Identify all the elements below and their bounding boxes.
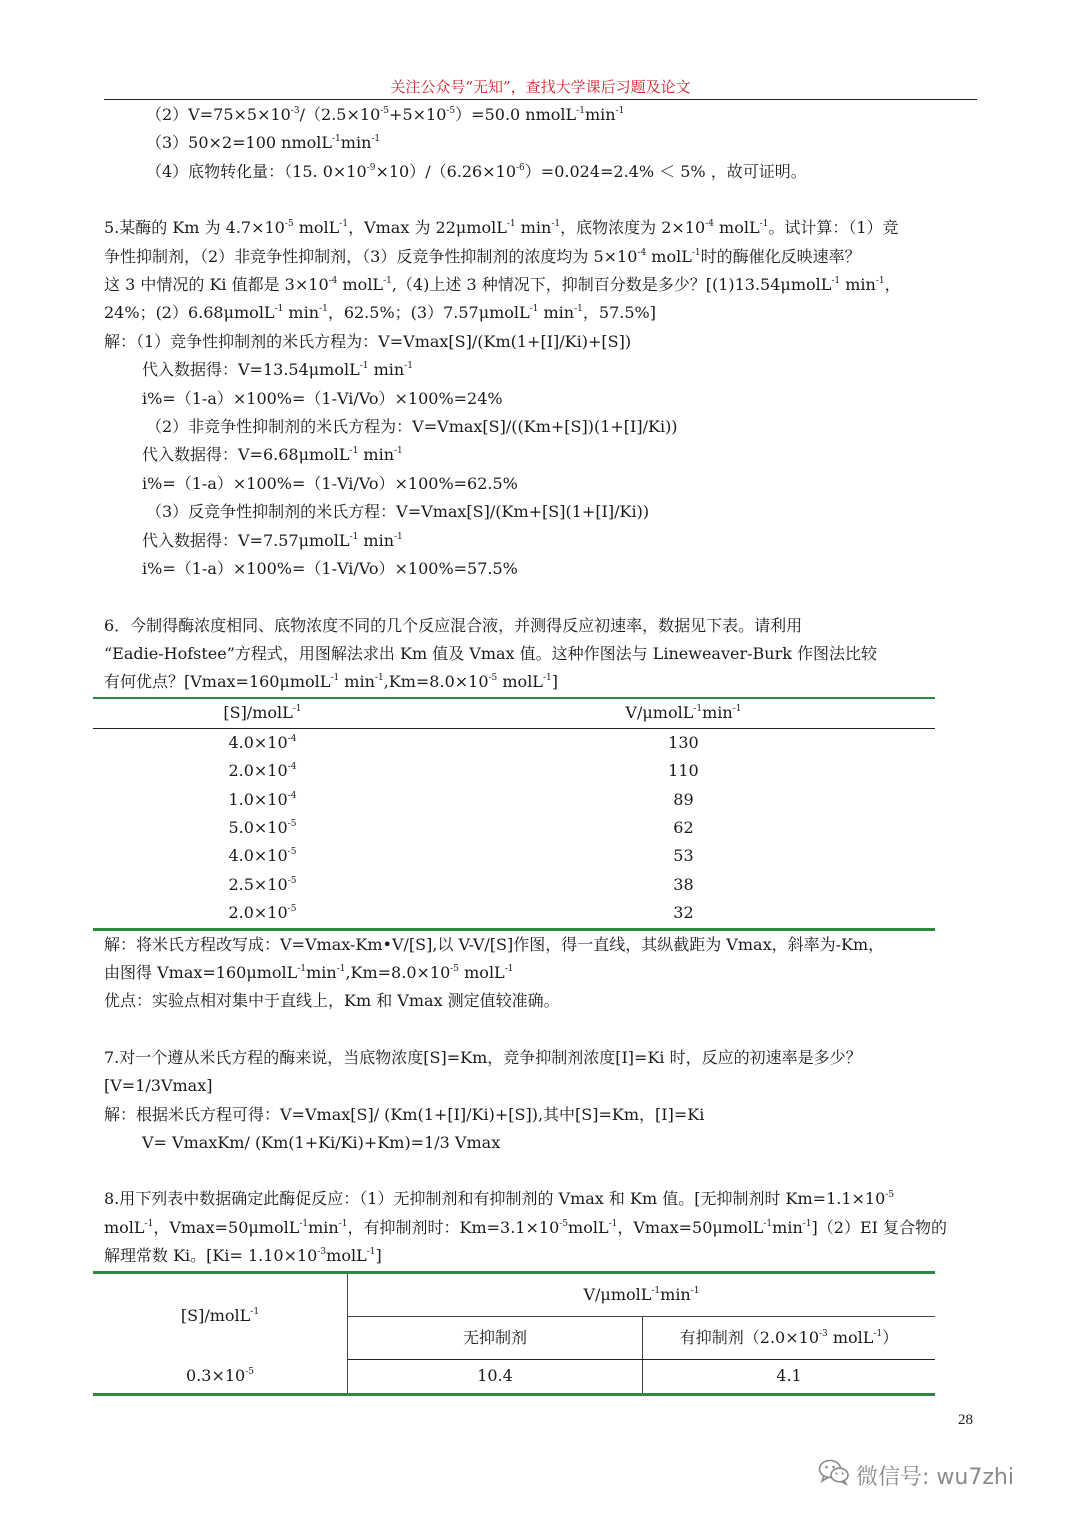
data-table — [93, 697, 935, 931]
answer-text: 代入数据得：V=13.54μmolL$^{-1}$ $\min^{-1}$ — [142, 360, 413, 380]
question-text: molL$^{-1}$，$Vmax=50\mu molL^{-1}\min^{-1}$，有抑制剂时：$Km=3.1\times 10^{-5}molL^{-1}$，$Vmax=50\mu molL^{-1}\min^{-1}](2)EI$ 复合物的 — [104, 1217, 948, 1237]
answer-text: 由图得 $Vmax=160\mu molL^{-1}\min^{-1},Km=8.0\times 10^{-5}$ molL$^{-1}$ — [104, 962, 514, 982]
question-text: 6．今制得酶浓度相同、底物浓度不同的几个反应混合液，并测得反应初速率，数据见下表。请利用 — [104, 615, 803, 635]
answer-text: 代入数据得：V=6.68μmolL$^{-1}$ $\min^{-1}$ — [142, 445, 403, 465]
table-row: $4.0\times 10^{-4}$ 130 — [228, 732, 699, 752]
answer-text: （2）非竞争性抑制剂的米氏方程为：V=Vmax[S]/((Km+[S])(1+[I]/Ki)) — [146, 417, 678, 437]
table-row: $1.0\times 10^{-4}$ 89 — [228, 789, 694, 809]
inhibitor-table — [93, 1271, 935, 1396]
answer-text: i%=（1-a）×100%=（1-Vi/Vo）×100%=24% — [142, 388, 503, 408]
column-header: [S]/molL$^{-1}$ — [93, 698, 432, 729]
text-line: （4）底物转化量：（15. $0\times 10^{-9}\times 10)/(6.26\times 10^{-6})=0.024=2.4\% < 5\%$ ，故可证明。 — [146, 161, 807, 181]
table-row: $2.0\times 10^{-4}$ 110 — [228, 761, 699, 781]
question-8 — [104, 1185, 980, 1395]
column-header: $V/\mu molL^{-1}\min^{-1}$ — [432, 698, 935, 729]
question-text: “Eadie-Hofstee”方程式，用图解法求出 Km 值及 Vmax 值。这种作图法与 Lineweaver-Burk 作图法比较 — [104, 643, 878, 663]
question-text: 7.对一个遵从米氏方程的酶来说，当底物浓度[S]=Km，竞争抑制剂浓度[I]=Ki 时，反应的初速率是多少？ — [104, 1047, 862, 1067]
question-text: 有何优点？[Vmax=160μmolL$^{-1}$ $\min^{-1},Km=8.0\times 10^{-5}$ molL$^{-1}$] — [104, 672, 558, 692]
page-header: 关注公众号“无知”，查找大学课后习题及论文 — [390, 78, 691, 96]
answer-text: 解：根据米氏方程可得：V=Vmax[S]/ (Km(1+[I]/Ki)+[S]),其中[S]=Km，[I]=Ki — [104, 1104, 705, 1124]
watermark-text: 微信号: wu7zhi — [856, 1464, 1014, 1490]
column-header: 无抑制剂 — [348, 1316, 643, 1359]
answer-text: （3）反竞争性抑制剂的米氏方程：V=Vmax[S]/(Km+[S](1+[I]/Ki)) — [146, 502, 650, 522]
page-number: 28 — [958, 1412, 973, 1428]
wechat-icon — [818, 1458, 850, 1492]
question-text: 这 3 中情况的 Ki 值都是 $3\times 10^{-4}$ molL$^{-1}$,（4)上述 3 种情况下，抑制百分数是多少？[(1)13.54μmolL$^{-1}$ $\min^{-1}$， — [104, 275, 901, 295]
table-row: $2.5\times 10^{-5}$ 38 — [228, 874, 694, 894]
column-header: 有抑制剂（$2.0\times 10^{-3}$ molL$^{-1}$） — [643, 1316, 936, 1359]
column-group-header: $V/\mu molL^{-1}\min^{-1}$ — [348, 1272, 936, 1316]
question-5 — [104, 214, 980, 583]
column-header: [S]/molL$^{-1}$ — [93, 1272, 348, 1360]
table-row: $2.0\times 10^{-5}$ 32 — [93, 899, 935, 929]
question-6 — [104, 612, 980, 1016]
table-row: $0.3\times 10^{-5}$ 10.4 4.1 — [93, 1360, 935, 1395]
question-text: 8.用下列表中数据确定此酶促反应：（1）无抑制剂和有抑制剂的 Vmax 和 Km 值。[无抑制剂时 $Km=1.1\times 10^{-5}$ — [104, 1189, 895, 1209]
answer-text: 解：（1）竞争性抑制剂的米氏方程为：V=Vmax[S]/(Km(1+[I]/Ki)+[S]) — [104, 331, 632, 351]
question-text: 争性抑制剂，（2）非竞争性抑制剂，（3）反竞争性抑制剂的浓度均为 $5\times 10^{-4}$ molL$^{-1}$时的酶催化反映速率？ — [104, 246, 861, 266]
question-text: 解理常数 Ki。$[Ki= 1.10\times 10^{-3}molL^{-1}]$ — [104, 1246, 382, 1266]
table-row: $4.0\times 10^{-5}$ 53 — [228, 846, 694, 866]
answer-text: V= VmaxKm/ (Km(1+Ki/Ki)+Km)=1/3 Vmax — [142, 1133, 501, 1152]
answer-text: i%=（1-a）×100%=（1-Vi/Vo）×100%=62.5% — [142, 473, 518, 493]
text-line: （3）50×2=100 $nmolL^{-1}\min^{-1}$ — [146, 133, 381, 153]
answer-text: i%=（1-a）×100%=（1-Vi/Vo）×100%=57.5% — [142, 559, 518, 579]
answer-text: 优点：实验点相对集中于直线上，Km 和 Vmax 测定值较准确。 — [104, 991, 560, 1011]
question-text: [V=1/3Vmax] — [104, 1076, 213, 1096]
table-row: $5.0\times 10^{-5}$ 62 — [228, 817, 694, 837]
answer-text: 解：将米氏方程改写成：V=Vmax-Km•V/[S],以 V-V/[S]作图，得一直线，其纵截距为 Vmax，斜率为-Km， — [104, 934, 885, 954]
question-7 — [104, 1044, 980, 1158]
page-content — [104, 101, 980, 1396]
header-rule — [104, 99, 977, 100]
answer-text: 代入数据得：V=7.57μmolL$^{-1}$ $\min^{-1}$ — [142, 530, 403, 550]
text-line: $(2)V=75\times 5\times 10^{-3}/(2.5\times 10^{-5}+5\times 10^{-5})=50.0$ $nmolL^{-1}\min^{-1}$ — [146, 105, 625, 124]
question-text: 24%；(2）6.68μmolL$^{-1}$ $\min^{-1}$，62.5%；(3）7.57μmolL$^{-1}$ $\min^{-1}$，57.5%] — [104, 303, 656, 323]
watermark — [818, 1458, 1014, 1492]
question-text: 5.某酶的 Km 为 $4.7\times 10^{-5}$ molL$^{-1}$，Vmax 为 22μmolL$^{-1}$ $\min^{-1}$，底物浓度为 $2\times 10^{-4}$ molL$^{-1}$。试计算：（1）竞 — [104, 218, 899, 238]
